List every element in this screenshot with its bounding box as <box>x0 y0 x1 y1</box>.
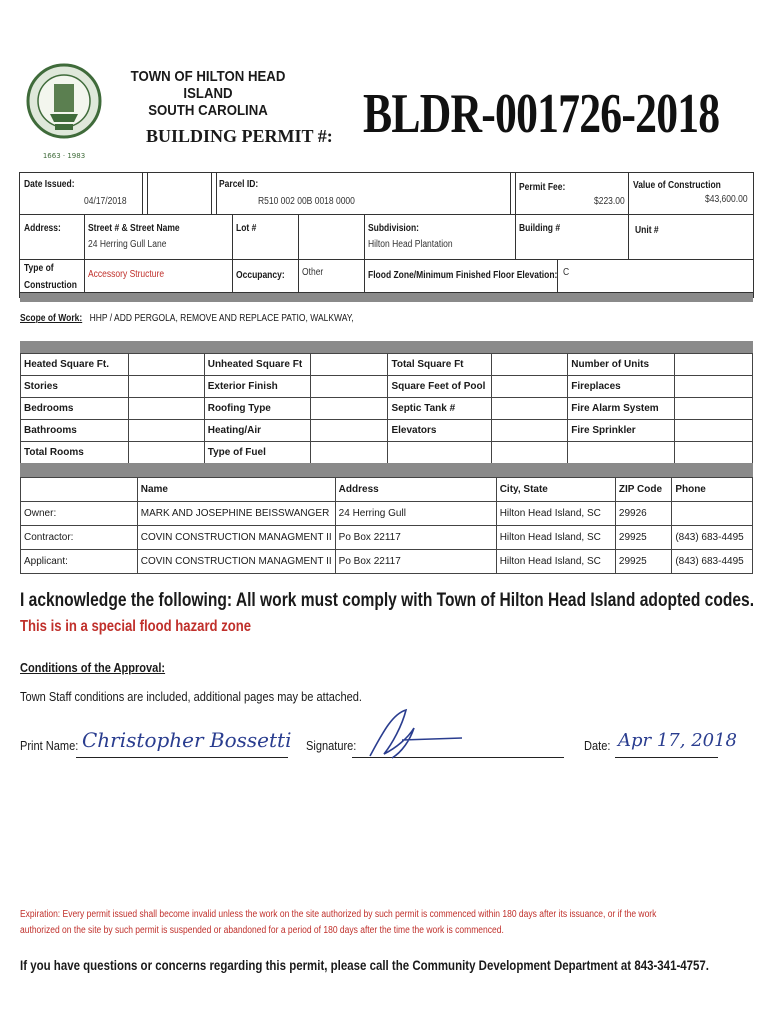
permit-fee-label: Permit Fee: <box>519 182 566 193</box>
party-phone: (843) 683-4495 <box>672 550 753 574</box>
detail-label: Number of Units <box>568 354 675 376</box>
contact-notice: If you have questions or concerns regarding this permit, please call the Community Development Department at 843-341-4757. <box>20 957 710 973</box>
town-heading <box>120 68 296 119</box>
value-of-construction-value: $43,600.00 <box>705 194 748 205</box>
detail-label: Unheated Square Ft <box>204 354 310 376</box>
acknowledgement-text: I acknowledge the following: All work must comply with Town of Hilton Head Island adopted codes. <box>20 590 755 611</box>
table-row <box>21 442 753 464</box>
value-of-construction-label: Value of Construction <box>633 180 721 191</box>
date-handwritten: Apr 17, 2018 <box>618 730 738 751</box>
party-role: Owner: <box>21 502 138 526</box>
detail-label: Fireplaces <box>568 376 675 398</box>
parties-table <box>20 477 753 574</box>
detail-label: Heated Square Ft. <box>21 354 129 376</box>
detail-label: Bedrooms <box>21 398 129 420</box>
party-role: Applicant: <box>21 550 138 574</box>
detail-label: Elevators <box>388 420 492 442</box>
party-city-state: Hilton Head Island, SC <box>496 526 615 550</box>
detail-label: Fire Alarm System <box>568 398 675 420</box>
building-permit-label: BUILDING PERMIT #: <box>146 126 333 146</box>
party-phone: (843) 683-4495 <box>672 526 753 550</box>
party-city-state: Hilton Head Island, SC <box>496 550 615 574</box>
type-of-construction-value: Accessory Structure <box>88 269 165 280</box>
date-label: Date: <box>584 738 611 753</box>
type-of-construction-label-2: Construction <box>24 280 77 291</box>
occupancy-value: Other <box>302 267 324 278</box>
party-zip: 29925 <box>615 550 671 574</box>
print-name-line <box>76 757 288 758</box>
column-header: Address <box>335 478 496 502</box>
scope-of-work <box>20 313 354 324</box>
street-label: Street # & Street Name <box>88 223 180 234</box>
address-label: Address: <box>24 223 61 234</box>
flood-zone-label: Flood Zone/Minimum Finished Floor Elevation: <box>368 270 558 281</box>
building-details-table <box>20 353 753 464</box>
party-name: COVIN CONSTRUCTION MANAGMENT II <box>137 550 335 574</box>
table-row <box>21 376 753 398</box>
party-zip: 29925 <box>615 526 671 550</box>
table-row <box>21 420 753 442</box>
date-line <box>615 757 718 758</box>
parcel-id-label: Parcel ID: <box>219 179 259 190</box>
flood-zone-value: C <box>563 267 570 278</box>
street-value: 24 Herring Gull Lane <box>88 239 167 250</box>
party-name: MARK AND JOSEPHINE BEISSWANGER <box>137 502 335 526</box>
party-address: Po Box 22117 <box>335 550 496 574</box>
parcel-id-value: R510 002 00B 0018 0000 <box>258 196 355 207</box>
subdivision-label: Subdivision: <box>368 223 419 234</box>
town-seal-logo <box>26 36 102 166</box>
party-zip: 29926 <box>615 502 671 526</box>
print-name-handwritten: Christopher Bossetti <box>82 728 292 752</box>
scope-of-work-text: HHP / ADD PERGOLA, REMOVE AND REPLACE PATIO, WALKWAY, <box>89 313 354 324</box>
town-line-2: SOUTH CAROLINA <box>148 102 268 119</box>
detail-label: Square Feet of Pool <box>388 376 492 398</box>
detail-label: Septic Tank # <box>388 398 492 420</box>
date-issued-label: Date Issued: <box>24 179 75 190</box>
type-of-construction-label-1: Type of <box>24 263 54 274</box>
expiration-notice: Expiration: Every permit issued shall become invalid unless the work on the site authorized by such permit is commenced within 180 days after its issuance, or if the work authorized on the site by such permit is suspended or abandoned for a period of 180 days after the time the work is commenced. <box>20 909 657 936</box>
town-line-1: TOWN OF HILTON HEAD ISLAND <box>130 68 286 102</box>
seal-year: 1663 · 1983 <box>42 152 86 160</box>
signature-scribble <box>362 704 482 769</box>
party-address: Po Box 22117 <box>335 526 496 550</box>
column-header: City, State <box>496 478 615 502</box>
table-row <box>21 354 753 376</box>
scope-of-work-label: Scope of Work: <box>20 313 83 324</box>
table-row <box>21 550 753 574</box>
table-row <box>21 502 753 526</box>
party-city-state: Hilton Head Island, SC <box>496 502 615 526</box>
column-header: ZIP Code <box>615 478 671 502</box>
detail-label <box>568 442 675 464</box>
detail-label: Total Square Ft <box>388 354 492 376</box>
party-address: 24 Herring Gull <box>335 502 496 526</box>
signature-label: Signature: <box>306 738 357 753</box>
unit-number-label: Unit # <box>635 225 659 236</box>
table-row <box>21 398 753 420</box>
detail-label: Exterior Finish <box>204 376 310 398</box>
detail-label: Bathrooms <box>21 420 129 442</box>
detail-label: Roofing Type <box>204 398 310 420</box>
table-row <box>21 526 753 550</box>
party-name: COVIN CONSTRUCTION MANAGMENT II <box>137 526 335 550</box>
detail-label <box>388 442 492 464</box>
subdivision-value: Hilton Head Plantation <box>368 239 453 250</box>
party-role: Contractor: <box>21 526 138 550</box>
detail-label: Heating/Air <box>204 420 310 442</box>
column-header: Phone <box>672 478 753 502</box>
print-name-label: Print Name: <box>20 738 79 753</box>
occupancy-label: Occupancy: <box>236 270 285 281</box>
flood-hazard-notice: This is in a special flood hazard zone <box>20 618 252 635</box>
table-header-row <box>21 478 753 502</box>
detail-label: Type of Fuel <box>204 442 310 464</box>
permit-number: BLDR-001726-2018 <box>363 83 720 145</box>
detail-label: Fire Sprinkler <box>568 420 675 442</box>
column-header <box>21 478 138 502</box>
conditions-heading: Conditions of the Approval: <box>20 660 166 675</box>
party-phone <box>672 502 753 526</box>
lot-label: Lot # <box>236 223 257 234</box>
building-number-label: Building # <box>519 223 561 234</box>
column-header: Name <box>137 478 335 502</box>
detail-label: Total Rooms <box>21 442 129 464</box>
detail-label: Stories <box>21 376 129 398</box>
conditions-text: Town Staff conditions are included, additional pages may be attached. <box>20 689 362 704</box>
permit-fee-value: $223.00 <box>594 196 625 207</box>
date-issued-value: 04/17/2018 <box>84 196 127 207</box>
